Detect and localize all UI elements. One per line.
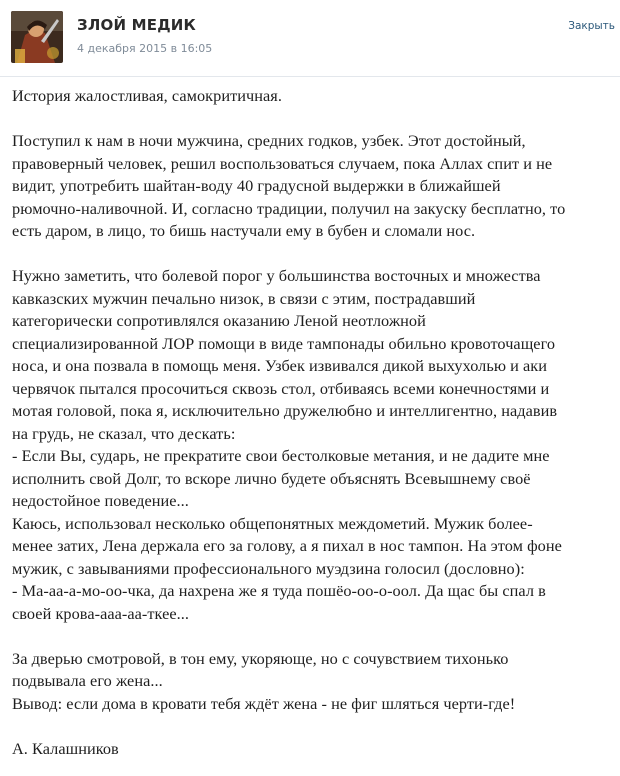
text-line: на грудь, не сказал, что дескать: bbox=[12, 423, 236, 443]
text-line: - Если Вы, сударь, не прекратите свои бестолковые метания, и не дадите мне bbox=[12, 446, 550, 465]
author-avatar-icon[interactable] bbox=[11, 11, 63, 63]
text-line: кавказских мужчин печально низок, в связи с этим, пострадавший bbox=[12, 288, 476, 308]
post-lead bbox=[12, 85, 612, 108]
text-line: подвывала его жена... bbox=[12, 671, 163, 690]
close-link[interactable]: Закрыть bbox=[568, 20, 615, 32]
text-line: Нужно заметить, что болевой порог у большинства восточных и множества bbox=[12, 266, 541, 285]
text-line: видит, употребить шайтан-воду 40 градусной выдержки в ближайшей bbox=[12, 176, 501, 195]
text-line: рюмочно-наливочной. И, согласно традиции, получил на закуску бесплатно, то bbox=[12, 198, 566, 218]
text-line: есть даром, в лицо, то бишь настучали ему в бубен и сломали нос. bbox=[12, 221, 476, 240]
text-line: своей крова-ааа-аа-ткее... bbox=[12, 603, 190, 623]
text-line: Вывод: если дома в кровати тебя ждёт жена - не фиг шляться черти-где! bbox=[12, 693, 516, 713]
text-line: категорически сопротивлялся оказанию Леной неотложной bbox=[12, 311, 426, 330]
text-line: червячок пытался просочиться сквозь стол, отбиваясь всеми конечностями и bbox=[12, 378, 550, 398]
text-line: мужик, с завываниями профессионального муэдзина голосил (дословно): bbox=[12, 558, 525, 578]
author-name[interactable]: ЗЛОЙ МЕДИК bbox=[77, 16, 196, 34]
post-paragraph-2 bbox=[12, 265, 612, 625]
text-line: Поступил к нам в ночи мужчина, средних годков, узбек. Этот достойный, bbox=[12, 131, 526, 150]
text-line: За дверью смотровой, в тон ему, укоряюще, но с сочувствием тихонько bbox=[12, 648, 509, 668]
post-header bbox=[0, 0, 620, 77]
post-paragraph-1 bbox=[12, 130, 612, 243]
text-line: История жалостливая, самокритичная. bbox=[12, 86, 282, 105]
post-date[interactable]: 4 декабря 2015 в 16:05 bbox=[77, 42, 213, 55]
text-line: Каюсь, использовал несколько общепонятных междометий. Мужик более- bbox=[12, 513, 533, 533]
post-body bbox=[12, 85, 612, 760]
post-signature: А. Калашников bbox=[12, 738, 119, 758]
text-line: менее затих, Лена держала его за голову, а я пихал в нос тампон. На этом фоне bbox=[12, 536, 562, 555]
text-line: исполнить свой Долг, то вскоре лично будете объяснять Всевышнему своё bbox=[12, 468, 531, 488]
text-line: правоверный человек, решил воспользоваться случаем, пока Аллах спит и не bbox=[12, 153, 553, 173]
text-line: недостойное поведение... bbox=[12, 491, 189, 510]
text-line: носа, и она позвала в помощь меня. Узбек извивался дикой выхухолью и аки bbox=[12, 356, 548, 375]
text-line: - Ма-аа-а-мо-оо-чка, да нахрена же я туда пошёо-оо-о-оол. Да щас бы спал в bbox=[12, 581, 546, 600]
text-line: мотая головой, пока я, исключительно дружелюбно и интеллигентно, надавив bbox=[12, 401, 558, 420]
text-line: специализированной ЛОР помощи в виде тампонады обильно кровоточащего bbox=[12, 333, 556, 353]
post-paragraph-3 bbox=[12, 648, 612, 716]
